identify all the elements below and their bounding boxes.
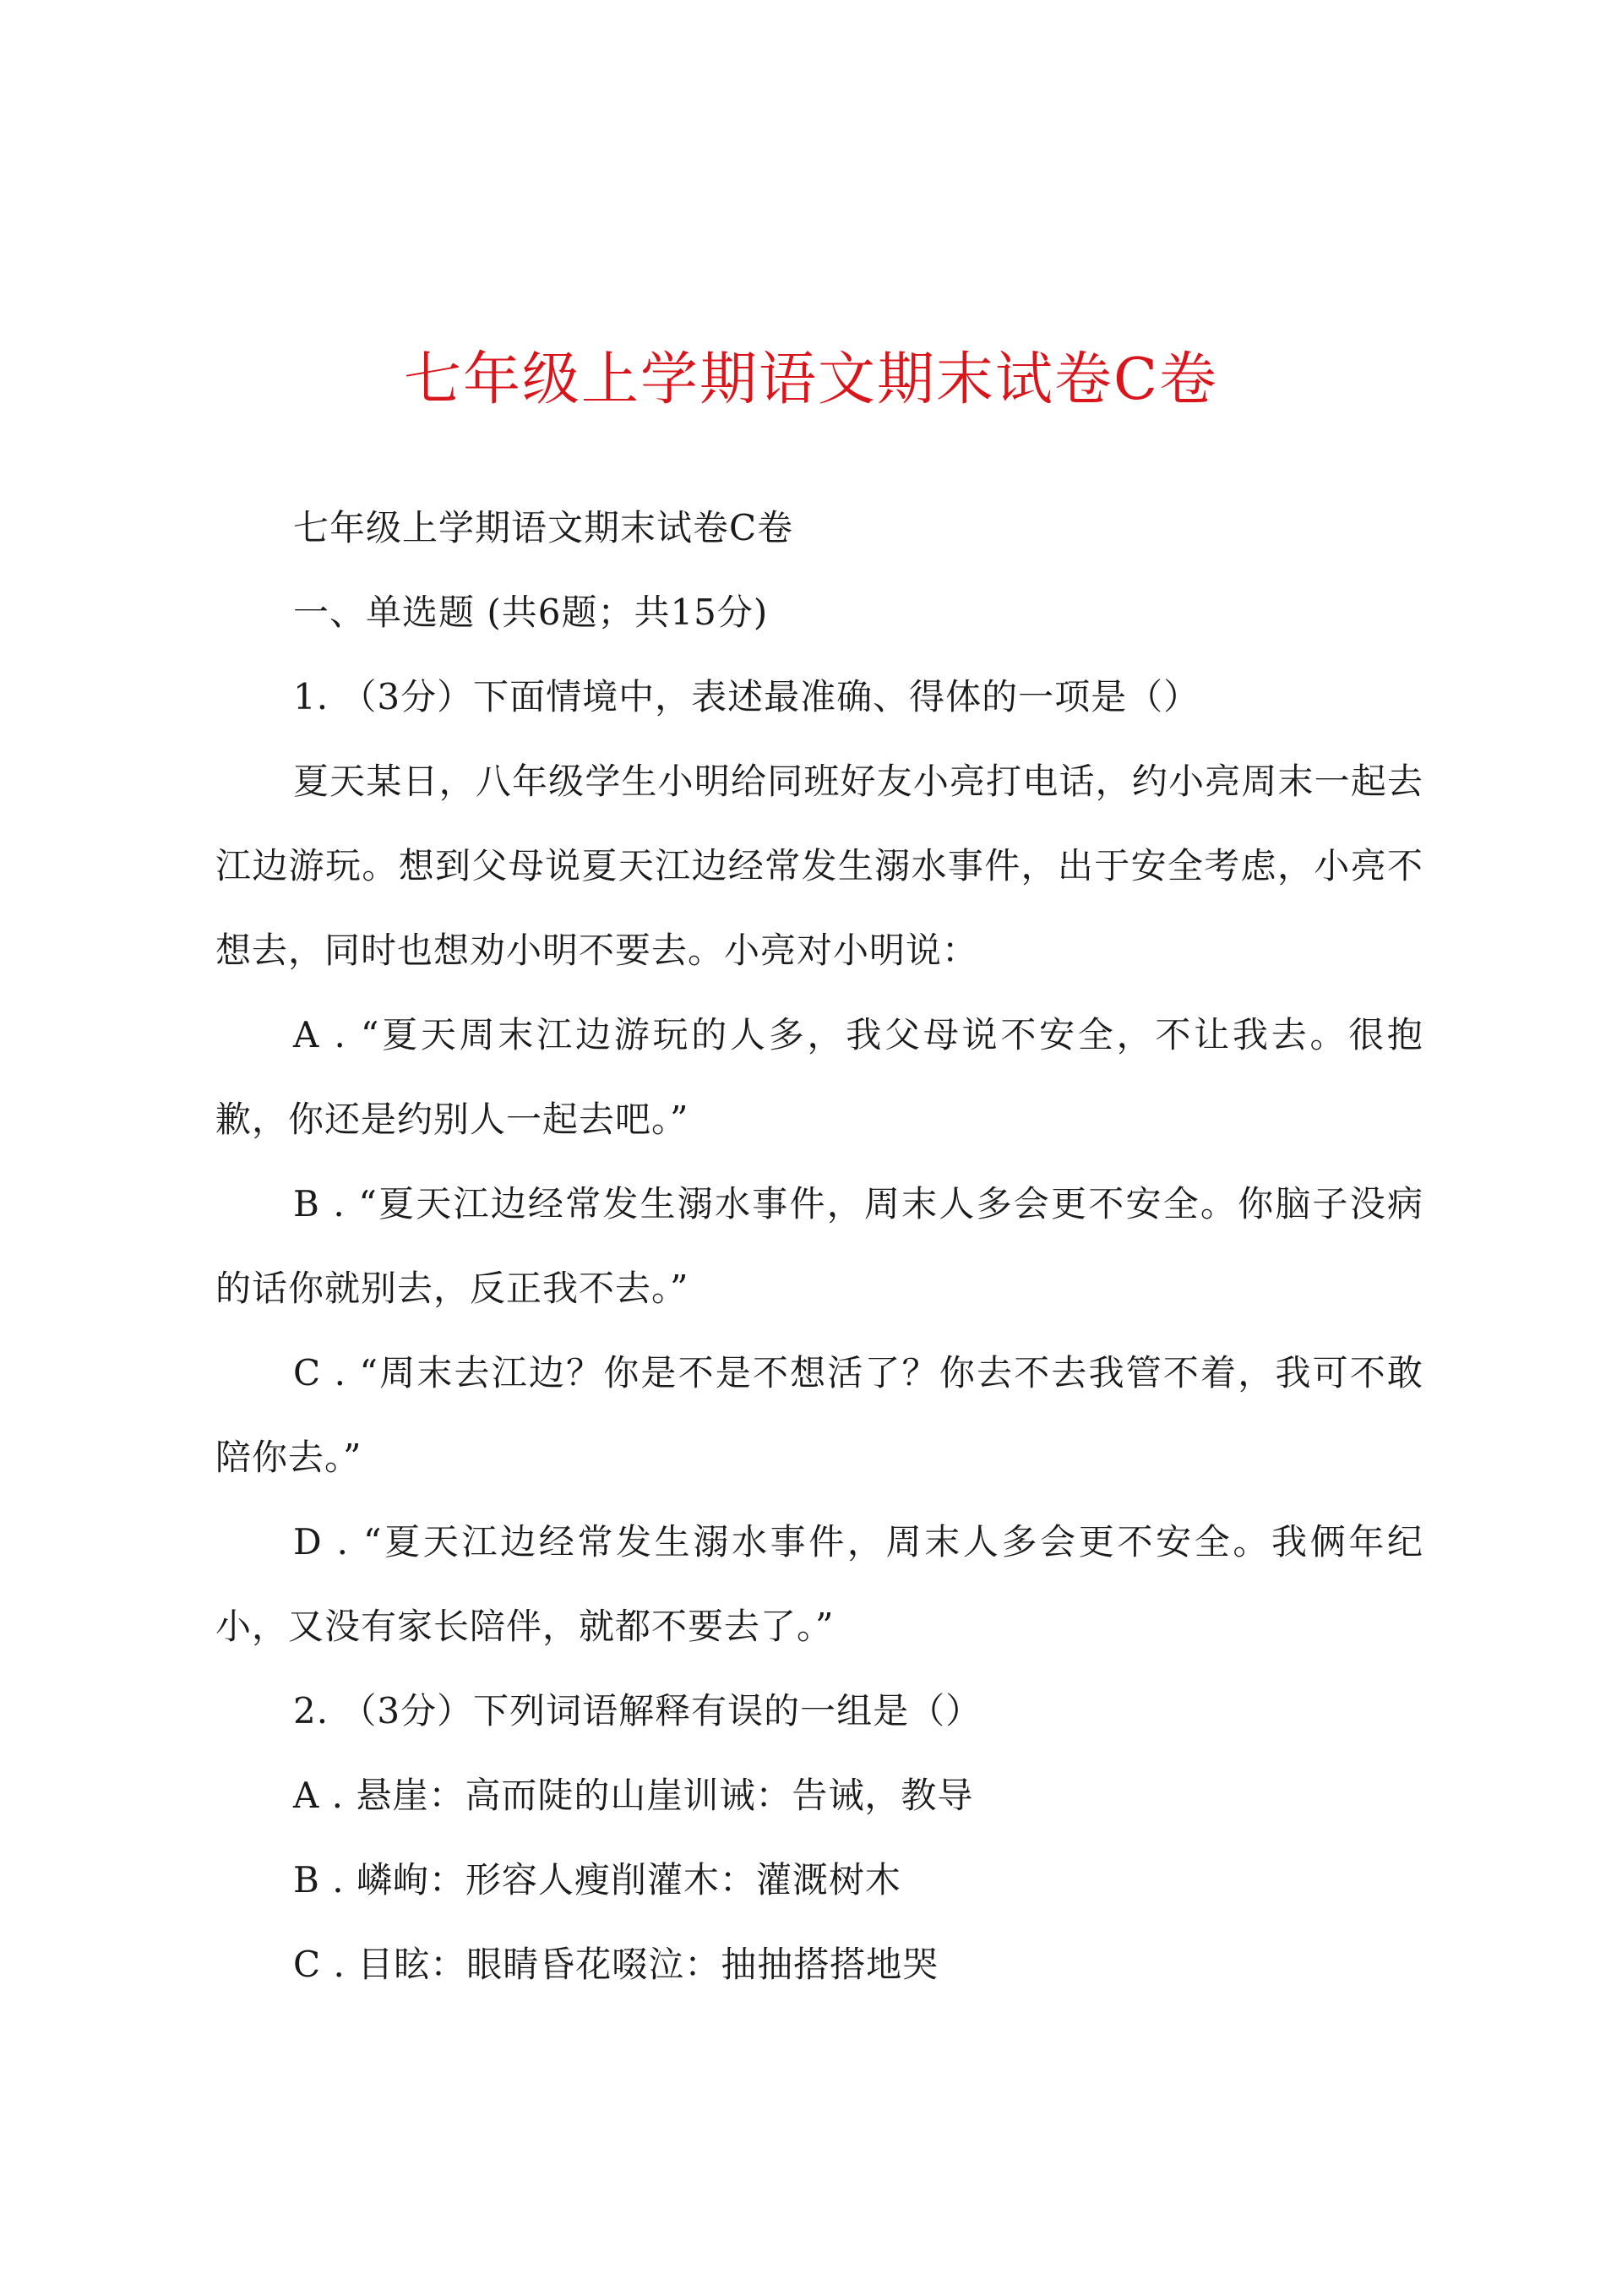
section-heading: 一、单选题 (共6题；共15分): [293, 592, 769, 633]
question-2-option-a: A . 悬崖：高而陡的山崖训诫：告诫，教导: [293, 1775, 974, 1816]
question-2-stem: 2. （3分）下列词语解释有误的一组是（）: [293, 1690, 982, 1732]
question-1-stem: 1. （3分）下面情境中，表述最准确、得体的一项是（）: [293, 676, 1200, 717]
question-1-option-a: A . “夏天周末江边游玩的人多，我父母说不安全，不让我去。很抱歉，你还是约别人一起去吧。”: [215, 1014, 1423, 1140]
question-1-option-d: D . “夏天江边经常发生溺水事件，周末人多会更不安全。我俩年纪小，又没有家长陪伴，就都不要去了。”: [215, 1521, 1423, 1647]
question-1-option-b: B . “夏天江边经常发生溺水事件，周末人多会更不安全。你脑子没病的话你就别去，反正我不去。”: [215, 1183, 1423, 1309]
document-body: [215, 486, 1423, 2007]
question-1-context: 夏天某日，八年级学生小明给同班好友小亮打电话，约小亮周末一起去江边游玩。想到父母说夏天江边经常发生溺水事件，出于安全考虑，小亮不想去，同时也想劝小明不要去。小亮对小明说：: [215, 761, 1423, 971]
question-2-option-c: C . 目眩：眼睛昏花啜泣：抽抽搭搭地哭: [293, 1944, 939, 1985]
question-2-option-b: B . 嶙峋：形容人瘦削灌木：灌溉树木: [293, 1859, 901, 1901]
document-title: 七年级上学期语文期末试卷C卷: [403, 346, 1219, 413]
document-subtitle: 七年级上学期语文期末试卷C卷: [293, 507, 794, 548]
question-1-option-c: C . “周末去江边？你是不是不想活了？你去不去我管不着，我可不敢陪你去。”: [215, 1352, 1423, 1478]
